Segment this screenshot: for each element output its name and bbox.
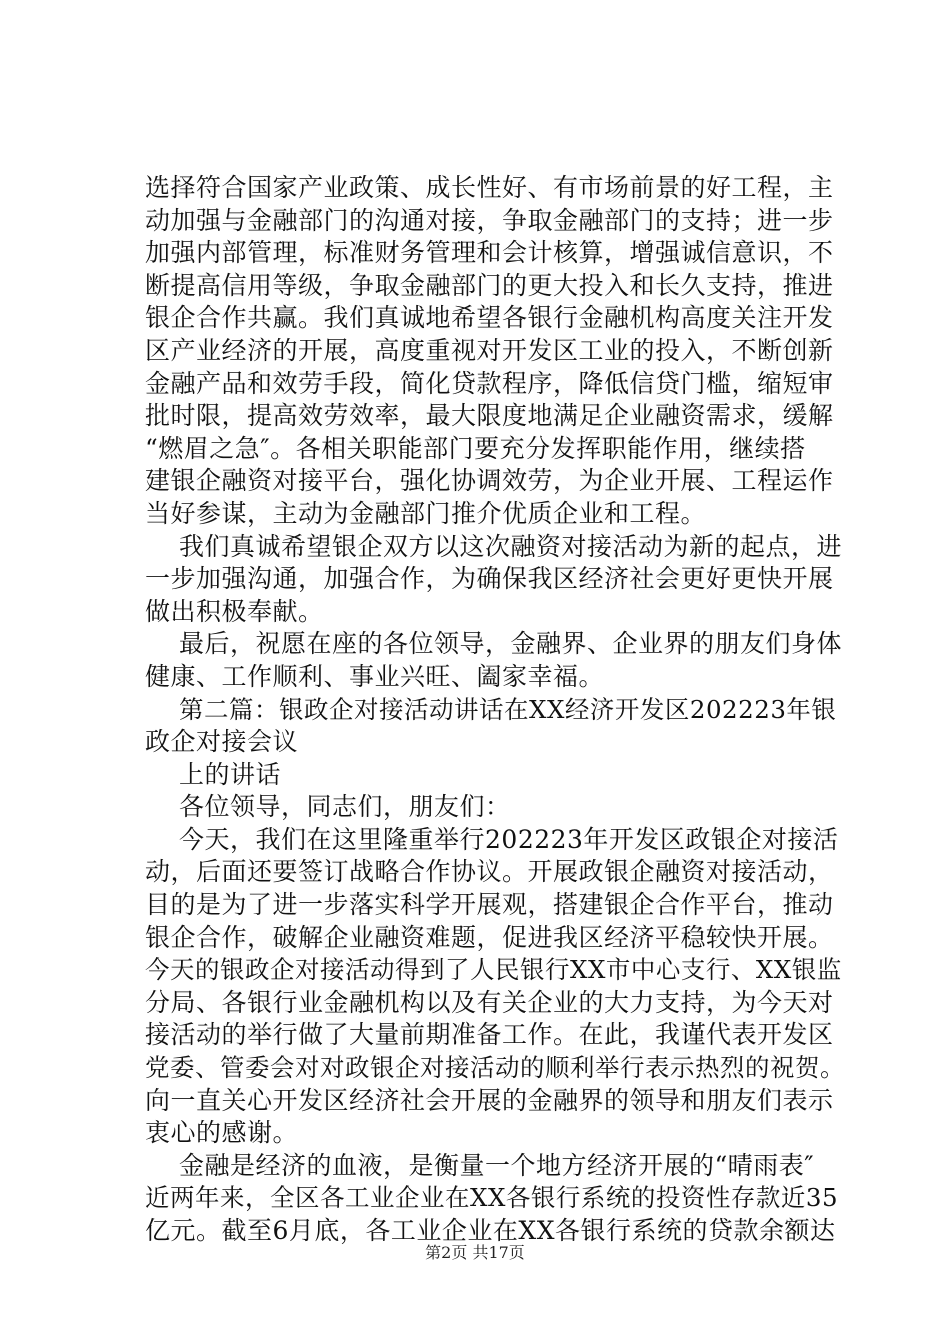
text-line: 接活动的举行做了大量前期准备工作。在此，我谨代表开发区 bbox=[145, 1020, 834, 1050]
text-line: 断提高信用等级，争取金融部门的更大投入和长久支持，推进 bbox=[145, 270, 834, 300]
text-line: 选择符合国家产业政策、成长性好、有市场前景的好工程，主 bbox=[145, 173, 834, 202]
text-line: 动加强与金融部门的沟通对接，争取金融部门的支持；进一步 bbox=[145, 205, 834, 235]
text-line: 目的是为了进一步落实科学开展观，搭建银企合作平台，推动 bbox=[145, 890, 834, 920]
text-line: 动，后面还要签订战略合作协议。开展政银企融资对接活动， bbox=[145, 857, 834, 887]
text-line: 衷心的感谢。 bbox=[145, 1118, 299, 1148]
text-line: 建银企融资对接平台，强化协调效劳，为企业开展、工程运作 bbox=[145, 466, 834, 496]
text-line: 加强内部管理，标准财务管理和会计核算，增强诚信意识，不 bbox=[145, 238, 834, 268]
text-line: 金融是经济的血液，是衡量一个地方经济开展的“晴雨表″ bbox=[179, 1150, 815, 1180]
text-line: 党委、管委会对对政银企对接活动的顺利举行表示热烈的祝贺。 bbox=[145, 1053, 845, 1083]
text-line: 亿元。截至6月底，各工业企业在XX各银行系统的贷款余额达 bbox=[145, 1216, 836, 1245]
text-line: 金融产品和效劳手段，简化贷款程序，降低信贷门槛，缩短审 bbox=[145, 368, 834, 398]
text-line: 做出积极奉献。 bbox=[145, 596, 324, 626]
text-line: 批时限，提高效劳效率，最大限度地满足企业融资需求，缓解 bbox=[145, 401, 834, 431]
text-line: 银企合作共赢。我们真诚地希望各银行金融机构高度关注开发 bbox=[145, 303, 834, 333]
text-line: 区产业经济的开展，高度重视对开发区工业的投入，不断创新 bbox=[145, 335, 834, 365]
text-line: 我们真诚希望银企双方以这次融资对接活动为新的起点，进 bbox=[179, 531, 843, 561]
text-line: 第二篇：银政企对接活动讲话在XX经济开发区202223年银 bbox=[179, 694, 837, 724]
text-line: 当好参谋，主动为金融部门推介优质企业和工程。 bbox=[145, 498, 707, 528]
text-line: 一步加强沟通，加强合作，为确保我区经济社会更好更快开展 bbox=[145, 564, 834, 594]
text-line: 各位领导，同志们，朋友们： bbox=[179, 792, 511, 822]
text-line: 今天，我们在这里隆重举行202223年开发区政银企对接活 bbox=[179, 824, 839, 854]
text-line: 近两年来，全区各工业企业在XX各银行系统的投资性存款近35 bbox=[145, 1183, 839, 1213]
text-line: 银企合作，破解企业融资难题，促进我区经济平稳较快开展。 bbox=[145, 922, 834, 952]
page-footer: 第2页 共17页 bbox=[425, 1243, 525, 1262]
text-line: 上的讲话 bbox=[179, 759, 282, 789]
text-line: “燃眉之急″。各相关职能部门要充分发挥职能作用，继续搭 bbox=[145, 433, 806, 463]
text-line: 向一直关心开发区经济社会开展的金融界的领导和朋友们表示 bbox=[145, 1085, 834, 1115]
text-line: 分局、各银行业金融机构以及有关企业的大力支持，为今天对 bbox=[145, 987, 834, 1017]
text-line: 今天的银政企对接活动得到了人民银行XX市中心支行、XX银监 bbox=[145, 955, 842, 985]
text-line: 政企对接会议 bbox=[145, 727, 299, 757]
document-body bbox=[145, 172, 845, 1248]
text-line: 最后，祝愿在座的各位领导，金融界、企业界的朋友们身体 bbox=[179, 629, 843, 659]
text-line: 健康、工作顺利、事业兴旺、阖家幸福。 bbox=[145, 661, 605, 691]
